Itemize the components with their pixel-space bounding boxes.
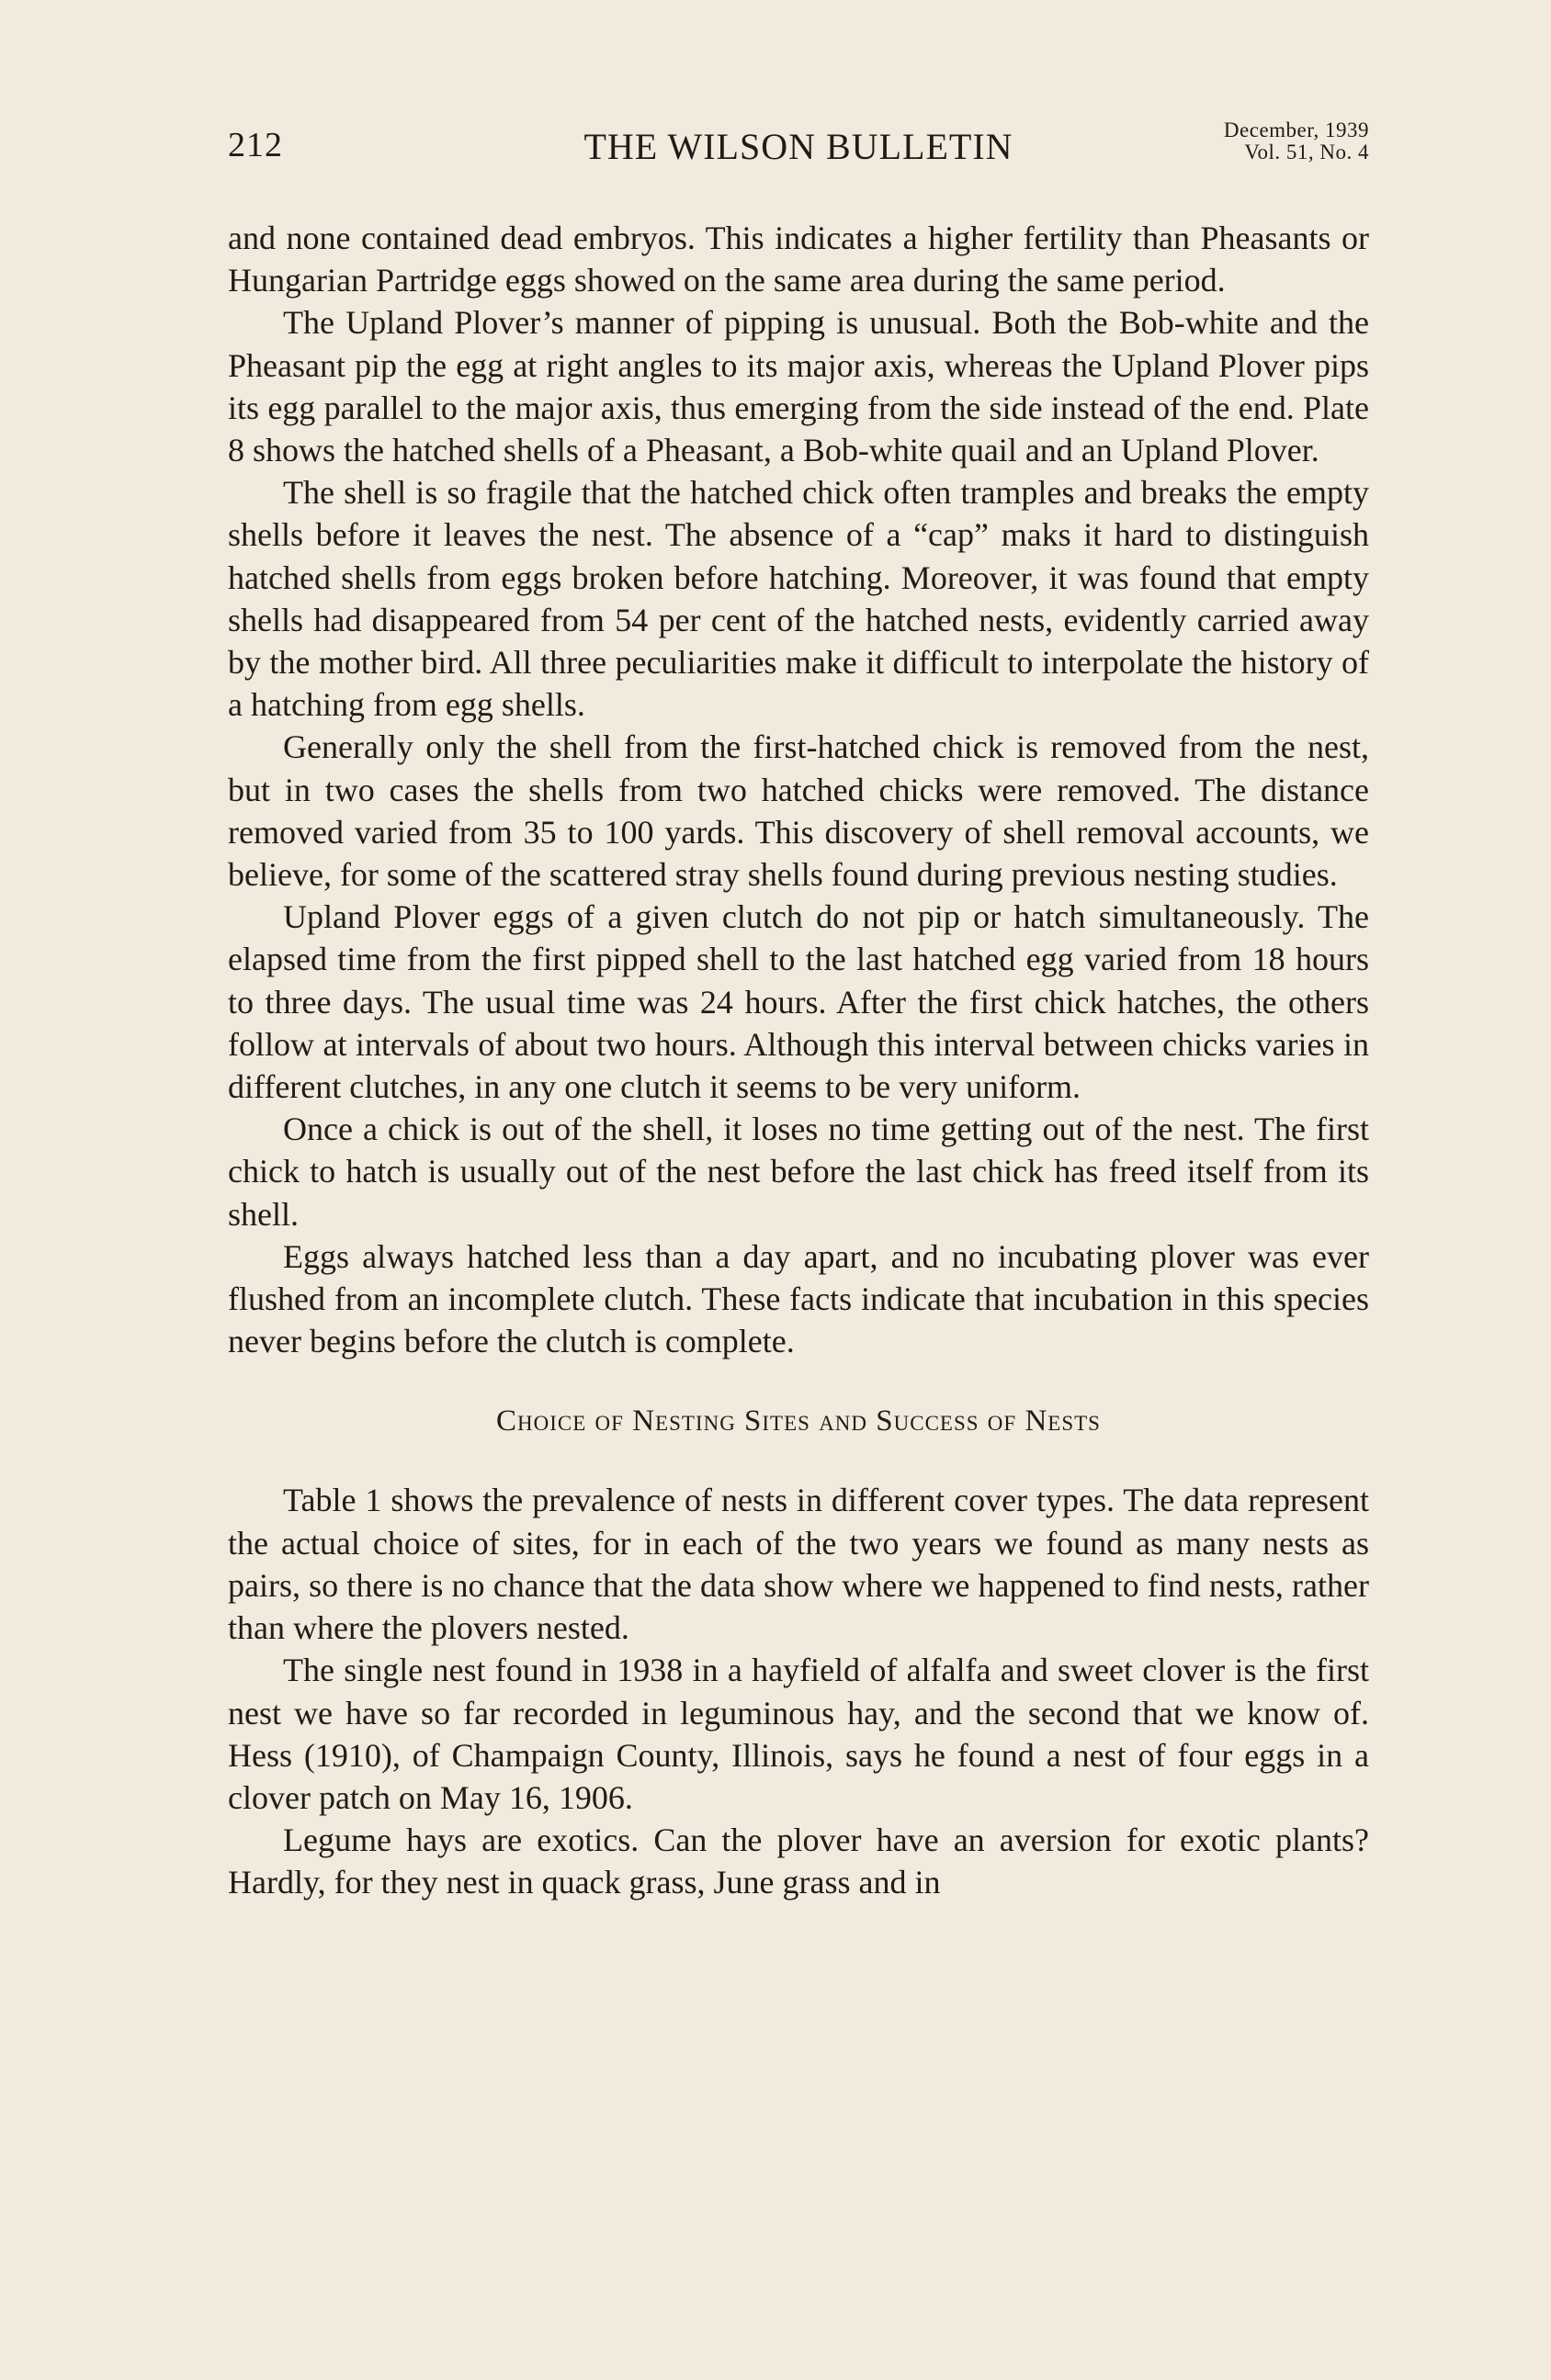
paragraph-continued: and none contained dead embryos. This indicates a higher fertility than Pheasants or Hungarian Partridge eggs showed on the same area during the same period.: [228, 220, 1369, 299]
issue-volume: Vol. 51, No. 4: [1244, 141, 1369, 164]
paragraph-cover-types: Table 1 shows the prevalence of nests in different cover types. The data represent the actual choice of sites, for in each of the two years we found as many nests as pairs, so there is no chance that the data show where we happened to find nests, rather than where the plovers nested.: [228, 1482, 1369, 1647]
running-head: [228, 118, 1369, 173]
issue-date: December, 1939: [1223, 118, 1369, 141]
paragraph-legume-hays: Legume hays are exotics. Can the plover have an aversion for exotic plants? Hardly, for they nest in quack grass, June grass and in: [228, 1822, 1369, 1901]
paragraph-hatching-timing: Upland Plover eggs of a given clutch do not pip or hatch simultaneously. The elapsed time from the first pipped shell to the last hatched egg varied from 18 hours to three days. The usual time was 24 hours. After the first chick hatches, the others follow at intervals of about two hours. Although this interval between chicks varies in different clutches, in any one clutch it seems to be very uniform.: [228, 898, 1369, 1106]
body-text: [228, 217, 1369, 1904]
journal-page: [228, 118, 1369, 1904]
journal-title: THE WILSON BULLETIN: [583, 126, 1013, 167]
paragraph-hayfield-nest: The single nest found in 1938 in a hayfield of alfalfa and sweet clover is the first nest we have so far recorded in leguminous hay, and the second that we know of. Hess (1910), of Champaign County, Illinois, says he found a nest of four eggs in a clover patch on May 16, 1906.: [228, 1652, 1369, 1816]
paragraph-incubation: Eggs always hatched less than a day apart, and no incubating plover was ever flushed from an incomplete clutch. These facts indicate that incubation in this species never begins before the clutch is complete.: [228, 1237, 1369, 1360]
paragraph-pipping: The Upland Plover’s manner of pipping is unusual. Both the Bob-white and the Pheasant pip the egg at right angles to its major axis, whereas the Upland Plover pips its egg parallel to the major axis, thus emerging from the side instead of the end. Plate 8 shows the hatched shells of a Pheasant, a Bob-white quail and an Upland Plover.: [228, 304, 1369, 469]
paragraph-leaving-nest: Once a chick is out of the shell, it loses no time getting out of the nest. The first chick to hatch is usually out of the nest before the last chick has freed itself from its shell.: [228, 1111, 1369, 1233]
page-number: 212: [228, 126, 283, 164]
issue-info: [1224, 119, 1369, 164]
section-heading: Choice of Nesting Sites and Success of Nests: [496, 1404, 1101, 1438]
paragraph-shell-fragility: The shell is so fragile that the hatched chick often tramples and breaks the empty shells before it leaves the nest. The absence of a “cap” maks it hard to distinguish hatched shells from eggs broken before hatching. Moreover, it was found that empty shells had disappeared from 54 per cent of the hatched nests, evidently carried away by the mother bird. All three peculiarities make it difficult to interpolate the history of a hatching from egg shells.: [228, 474, 1369, 724]
paragraph-shell-removal: Generally only the shell from the first-hatched chick is removed from the nest, but in two cases the shells from two hatched chicks were removed. The distance removed varied from 35 to 100 yards. This discovery of shell removal accounts, we believe, for some of the scattered stray shells found during previous nesting studies.: [228, 728, 1369, 894]
